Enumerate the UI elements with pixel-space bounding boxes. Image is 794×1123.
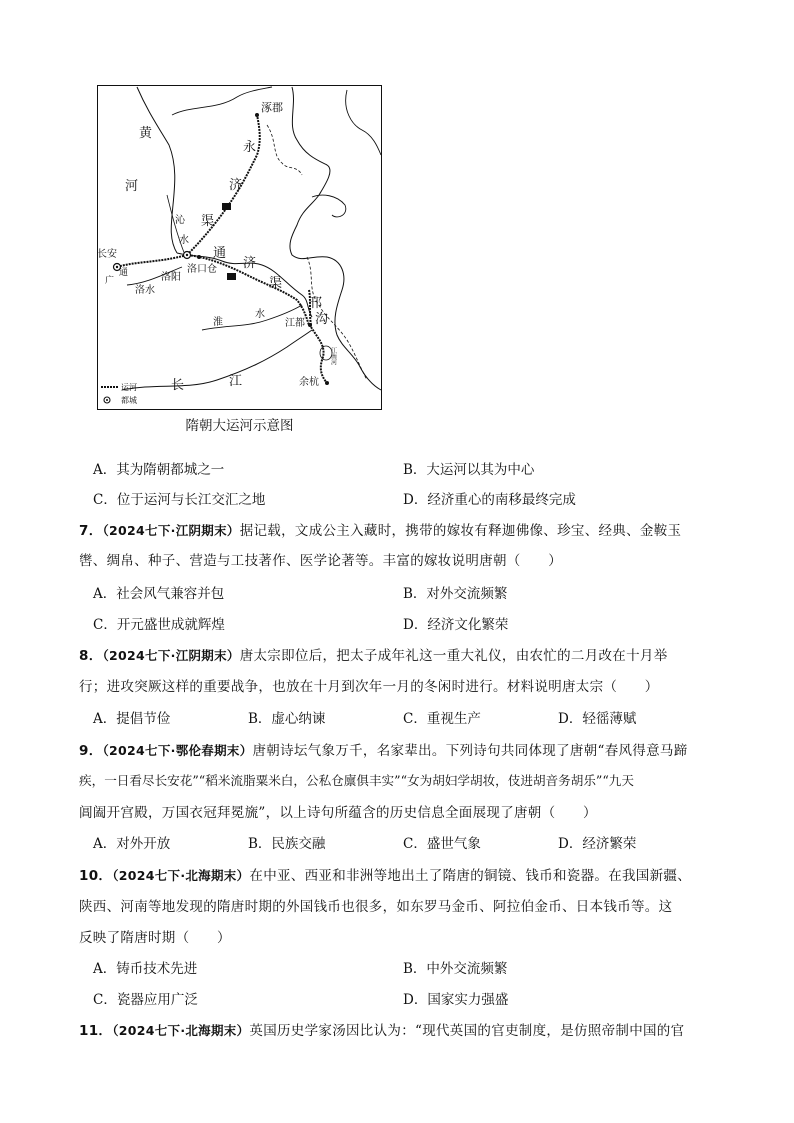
- map-figure: [97, 85, 382, 410]
- q9-option-c: C．盛世气象: [403, 836, 481, 852]
- label-huai: 淮: [213, 317, 223, 328]
- label-shui2: 水: [255, 309, 265, 320]
- q7-option-c: C．开元盛世成就辉煌: [93, 617, 225, 633]
- q9-option-d: D．经济繁荣: [558, 836, 637, 852]
- q7-option-d: D．经济文化繁荣: [403, 617, 509, 633]
- q7-number: 7．: [79, 523, 103, 539]
- q6-option-a: A．其为隋朝都城之一: [93, 462, 225, 478]
- q7-option-a: A．社会风气兼容并包: [93, 586, 225, 602]
- q8-stem-line1: [79, 644, 668, 664]
- q8-option-a: A．提倡节俭: [93, 711, 171, 727]
- q11-text: 英国历史学家汤因比认为：“现代英国的官吏制度，是仿照帝制中国的官: [249, 1023, 685, 1039]
- label-luokoucang: 洛口仓: [187, 264, 217, 275]
- label-yuhang: 余杭: [299, 377, 319, 388]
- map-caption: 隋朝大运河示意图: [185, 418, 294, 434]
- label-he: 河: [125, 179, 139, 194]
- q8-option-c: C．重视生产: [403, 711, 481, 727]
- granary-icon: [222, 203, 231, 210]
- q7-source: （2024七下·江阴期末）: [102, 523, 240, 538]
- label-zhuojun: 涿郡: [261, 101, 283, 114]
- label-chang: 长: [171, 378, 185, 393]
- q10-option-d: D．国家实力强盛: [403, 992, 509, 1008]
- yuhang-marker: [325, 381, 329, 385]
- q11-number: 11．: [79, 1023, 113, 1039]
- q11-stem-line1: [79, 1019, 684, 1039]
- label-guang: 广: [105, 276, 115, 286]
- label-shui: 水: [179, 235, 189, 246]
- q10-stem-line3: 反映了隋唐时期（ ）: [79, 930, 231, 946]
- q8-option-b: B．虚心纳谏: [248, 711, 326, 727]
- q8-option-d: D．轻徭薄赋: [558, 711, 637, 727]
- label-huang: 黄: [139, 126, 153, 141]
- label-ji2: 济: [243, 256, 257, 271]
- jiangdu-marker: [308, 323, 312, 327]
- q7-stem-line1: [79, 519, 681, 539]
- q8-text: 唐太宗即位后，把太子成年礼这一重大礼仪，由农忙的二月改在十月举: [239, 648, 668, 664]
- q9-option-a: A．对外开放: [93, 836, 171, 852]
- q7-text: 据记载，文成公主入藏时，携带的嫁妆有释迦佛像、珍宝、经典、金鞍玉: [239, 523, 682, 539]
- q8-number: 8．: [79, 648, 103, 664]
- q10-source: （2024七下·北海期末）: [112, 868, 250, 883]
- q7-option-b: B．对外交流频繁: [403, 586, 508, 602]
- label-han: 邗: [309, 296, 323, 311]
- q9-option-b: B．民族交融: [248, 836, 326, 852]
- label-changan: 长安: [97, 249, 117, 260]
- legend-canal-label: 运河: [121, 383, 137, 392]
- label-jiangdu: 江都: [285, 318, 305, 329]
- label-qu: 渠: [201, 214, 215, 229]
- grand-canal-map: [97, 85, 382, 410]
- changan-capital-dot: [116, 266, 118, 268]
- q6-option-d: D．经济重心的南移最终完成: [403, 492, 576, 508]
- q10-option-b: B．中外交流频繁: [403, 961, 508, 977]
- zhuojun-marker: [255, 113, 259, 117]
- luokoucang-marker: [197, 255, 201, 259]
- q7-stem-line2: 辔、绸帛、种子、营造与工技著作、医学论著等。丰富的嫁妆说明唐朝（ ）: [79, 553, 562, 569]
- luoyang-capital-dot: [186, 254, 188, 256]
- q6-option-c: C．位于运河与长江交汇之地: [93, 492, 266, 508]
- label-tong2: 通: [213, 246, 227, 261]
- q10-text: 在中亚、西亚和非洲等地出土了隋唐的铜镜、钱币和瓷器。在我国新疆、: [249, 868, 691, 884]
- q10-number: 10．: [79, 868, 113, 884]
- label-tong: 通: [119, 268, 129, 278]
- label-gou: 沟: [315, 312, 329, 327]
- q6-option-b: B．大运河以其为中心: [403, 462, 535, 478]
- legend-city-dot: [106, 399, 108, 401]
- q8-stem-line2: 行；进攻突厥这样的重要战争，也放在十月到次年一月的冬闲时进行。材料说明唐太宗（ ）: [79, 679, 659, 695]
- q8-source: （2024七下·江阴期末）: [102, 648, 240, 663]
- q9-number: 9．: [79, 743, 103, 759]
- q10-option-a: A．铸币技术先进: [93, 961, 198, 977]
- label-ji: 济: [229, 178, 243, 193]
- label-yong: 永: [243, 140, 257, 155]
- label-qu2: 渠: [269, 276, 283, 291]
- q10-stem-line2: 陕西、河南等地发现的隋唐时期的外国钱币也很多，如东罗马金币、阿拉伯金币、日本钱币等。这: [79, 899, 673, 915]
- label-jiang: 江: [229, 374, 243, 389]
- q9-stem-line3: 阊阖开宫殿，万国衣冠拜冕旒”，以上诗句所蕴含的历史信息全面展现了唐朝（ ）: [79, 805, 597, 821]
- label-jiangnan: 江南河: [329, 347, 337, 365]
- q9-stem-line2: 疾，一日看尽长安花”“稻米流脂粟米白，公私仓廪俱丰实”“女为胡妇学胡妆，伎进胡音务胡乐”“九天: [79, 773, 634, 788]
- legend-city-label: 都城: [121, 396, 137, 405]
- q10-stem-line1: [79, 864, 691, 884]
- label-luoyang: 洛阳: [161, 272, 181, 283]
- label-qin: 沁: [175, 215, 185, 226]
- q9-stem-line1: [79, 739, 688, 759]
- q11-source: （2024七下·北海期末）: [112, 1023, 250, 1038]
- granary-icon-2: [227, 273, 236, 280]
- q10-option-c: C．瓷器应用广泛: [93, 992, 198, 1008]
- q9-text: 唐朝诗坛气象万千，名家辈出。下列诗句共同体现了唐朝“春风得意马蹄: [252, 743, 688, 759]
- q9-source: （2024七下·鄂伦春期末）: [102, 743, 253, 758]
- label-luoshui: 洛水: [135, 285, 155, 296]
